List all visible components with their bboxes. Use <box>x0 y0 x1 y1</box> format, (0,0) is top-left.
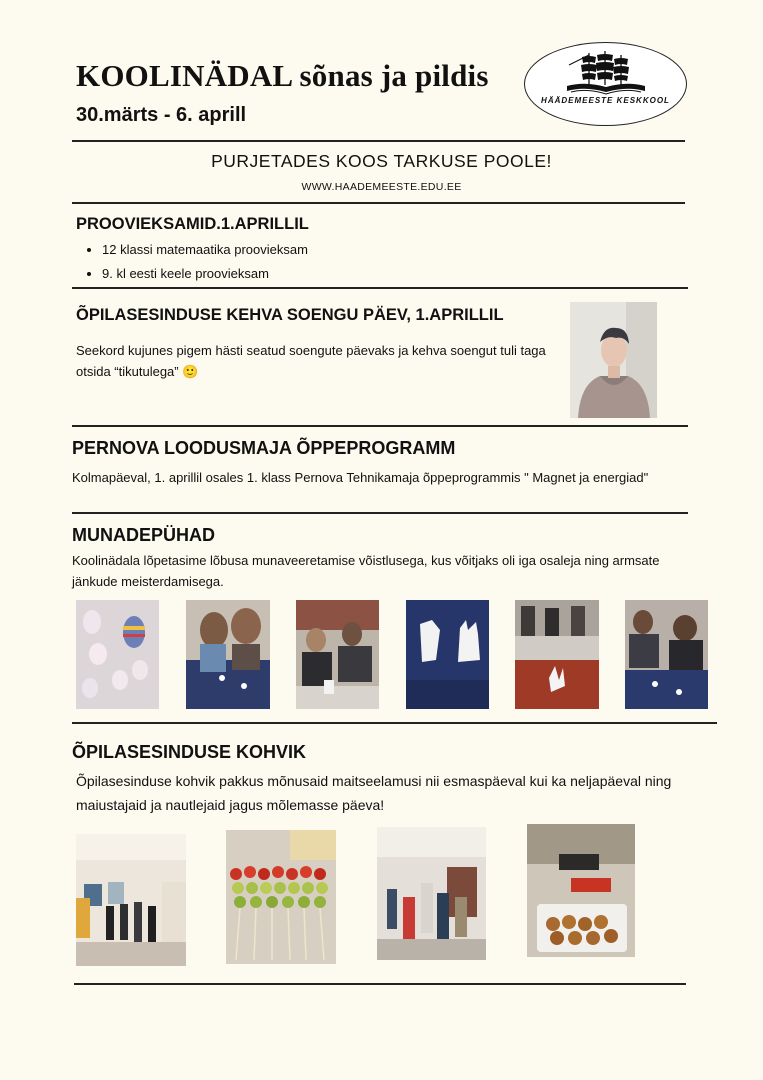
divider <box>72 140 685 142</box>
easter-photo-group <box>296 600 379 709</box>
section-heading-easter: MUNADEPÜHAD <box>72 525 215 545</box>
easter-photo-eggs <box>76 600 159 709</box>
easter-photo-bunnies <box>406 600 489 709</box>
cafe-photo-snacks <box>527 824 635 957</box>
list-item: • 9. kl eesti keele proovieksam <box>102 262 308 286</box>
school-logo <box>524 42 687 126</box>
divider <box>72 287 688 289</box>
section-heading-exams: PROOVIEKSAMID.1.APRILLIL <box>76 215 309 233</box>
section-text-cafe: Õpilasesinduse kohvik pakkus mõnusaid maitseelamusi nii esmaspäeval kui ka neljapäeval ning maiustajaid ja nautlejaid jagus mõlemasse päeva! <box>76 773 672 813</box>
divider <box>72 512 688 514</box>
section-text-pernova: Kolmapäeval, 1. aprillil osales 1. klass Pernova Tehnikamaja õppeprogrammis " Magnet ja energiad" <box>72 470 649 485</box>
section-text-easter: Koolinädala lõpetasime lõbusa munaveeretamise võistlusega, kus võitjaks oli iga osaleja ning armsate jänkude meisterdamisega. <box>72 553 660 589</box>
section-heading-pernova: PERNOVA LOODUSMAJA ÕPPEPROGRAMM <box>72 438 456 458</box>
divider <box>72 202 685 204</box>
website-link[interactable]: WWW.HAADEMEESTE.EDU.EE <box>301 181 462 193</box>
section-heading-cafe: ÕPILASESINDUSE KOHVIK <box>72 742 307 762</box>
date-range: 30.märts - 6. aprill <box>76 104 247 126</box>
divider <box>72 722 717 724</box>
easter-photo-floor <box>515 600 599 709</box>
easter-photo-crafting <box>186 600 270 709</box>
cafe-photo-hallway <box>76 834 186 966</box>
logo-text: HÄÄDEMEESTE KESKKOOL <box>541 96 670 105</box>
motto: PURJETADES KOOS TARKUSE POOLE! <box>211 151 552 171</box>
divider <box>72 425 688 427</box>
list-item: • 12 klassi matemaatika proovieksam <box>102 238 308 262</box>
cafe-photo-queue <box>377 827 486 960</box>
portrait-photo <box>570 302 657 418</box>
cafe-photo-skewers <box>226 830 336 964</box>
easter-photo-table <box>625 600 708 709</box>
section-heading-hair-day: ÕPILASESINDUSE KEHVA SOENGU PÄEV, 1.APRILLIL <box>76 306 504 324</box>
divider <box>74 983 686 985</box>
ship-book-icon <box>565 49 647 97</box>
page-title: KOOLINÄDAL sõnas ja pildis <box>76 58 489 93</box>
section-text-hair-day: Seekord kujunes pigem hästi seatud soengute päevaks ja kehva soengut tuli taga otsida “tikutulega” 🙂 <box>76 343 546 379</box>
exam-list <box>80 238 308 286</box>
